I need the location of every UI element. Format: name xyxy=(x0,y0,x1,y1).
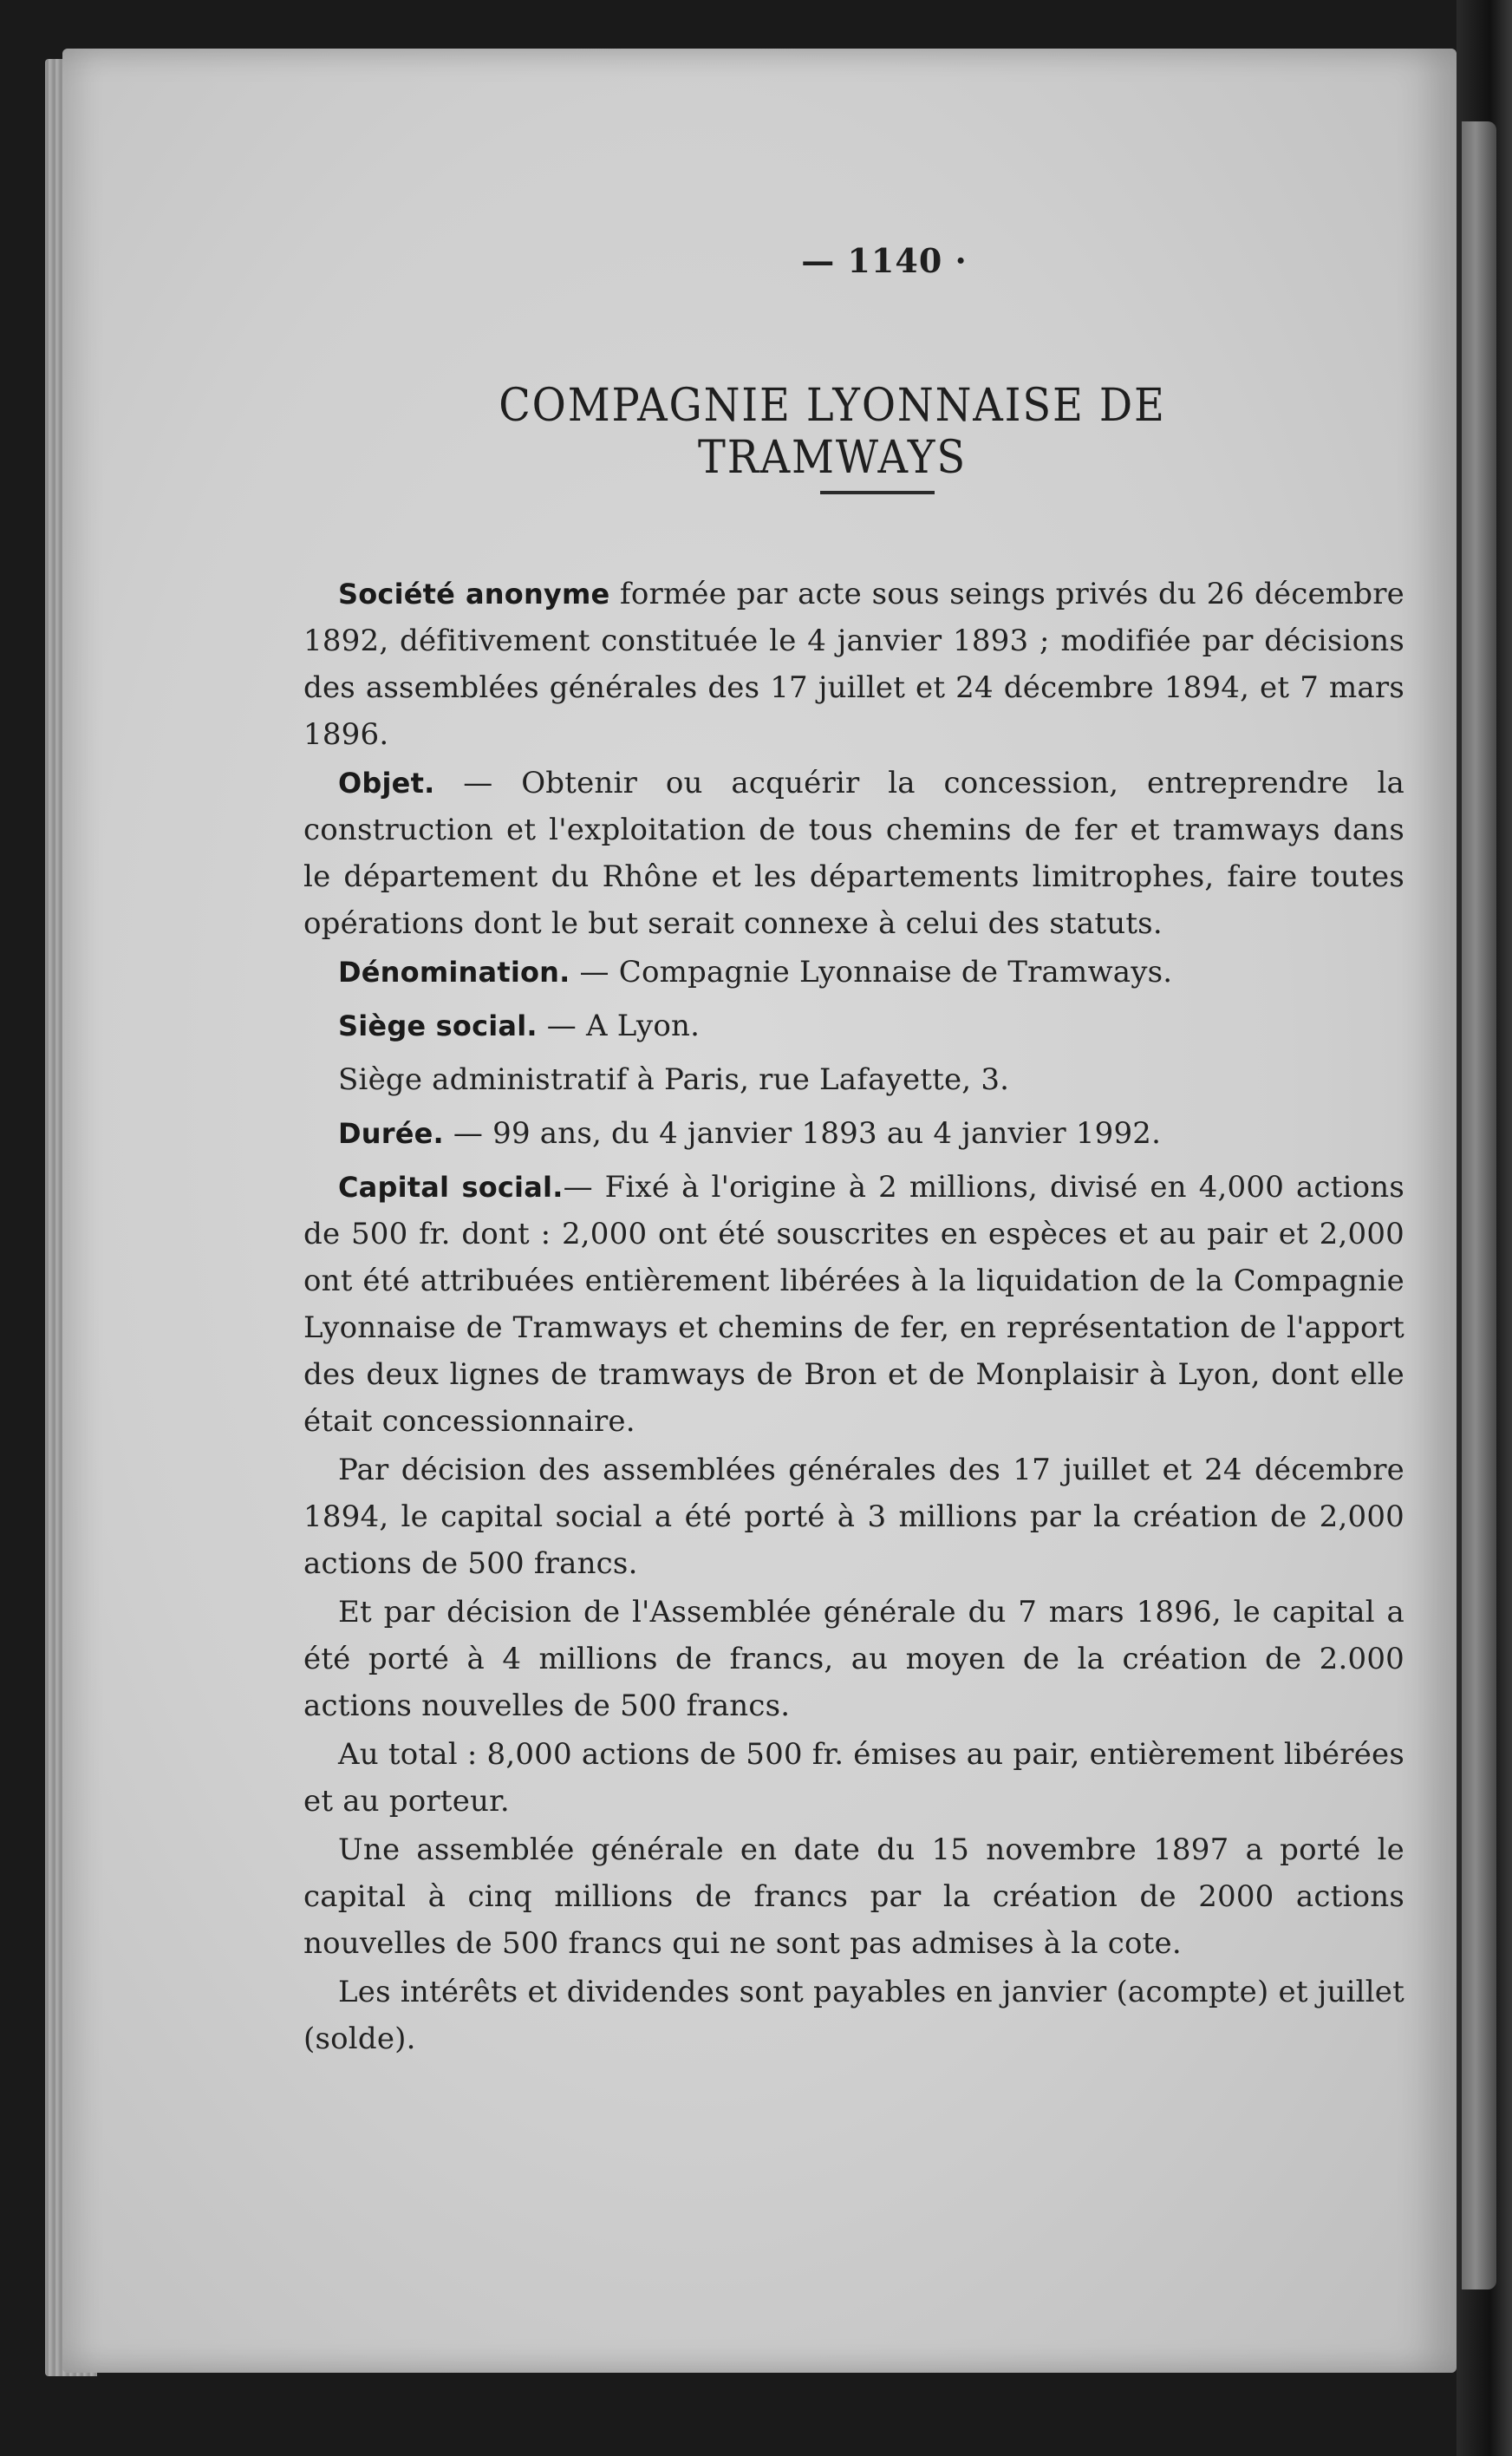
paragraph-assemblee-1897 xyxy=(303,1826,1404,1967)
paragraph-text: Au total : 8,000 actions de 500 fr. émises au pair, entièrement libérées et au porteur. xyxy=(303,1737,1404,1819)
paragraph-text: — Obtenir ou acquérir la concession, entreprendre la construction et l'exploitation de tous chemins de fer et tramways dans le département du Rhône et les départements limitrophes, faire toutes opérations dont le but serait connexe à celui des statuts. xyxy=(303,766,1404,941)
paragraph-siege-social xyxy=(303,1003,1404,1049)
paragraph-text: — Fixé à l'origine à 2 millions, divisé en 4,000 actions de 500 fr. dont : 2,000 ont été souscrites en espèces et au pair et 2,000 ont été attribuées entièrement libérées à la liquidation de la Compagnie Lyonnaise de Tramways et chemins de fer, en représentation de l'apport des deux lignes de tramways de Bron et de Monplaisir à Lyon, dont elle était concessionnaire. xyxy=(303,1170,1405,1439)
paragraph-objet xyxy=(303,760,1404,947)
paragraph-decision-1894 xyxy=(303,1447,1404,1587)
paragraph-text: Et par décision de l'Assemblée générale du 7 mars 1896, le capital a été porté à 4 millions de francs, au moyen de la création de 2.000 actions nouvelles de 500 francs. xyxy=(303,1595,1404,1723)
paragraph-total xyxy=(303,1731,1404,1825)
paragraph-text: — Compagnie Lyonnaise de Tramways. xyxy=(570,955,1173,990)
paragraph-text: formée par acte sous seings privés du 26 décembre 1892, défitivement constituée le 4 janvier 1893 ; modifiée par décisions des assemblées générales des 17 juillet et 24 décembre 1894, et 7 mars 1896. xyxy=(303,577,1404,752)
paragraph-text: Une assemblée générale en date du 15 novembre 1897 a porté le capital à cinq millions de francs par la création de 2000 actions nouvelles de 500 francs qui ne sont pas admises à la cote. xyxy=(303,1832,1404,1961)
paragraph-text: Les intérêts et dividendes sont payables en janvier (acompte) et juillet (solde). xyxy=(303,1975,1404,2056)
paragraph-capital-social xyxy=(303,1164,1404,1445)
page-number: — 1140 · xyxy=(801,241,968,280)
paragraph-societe xyxy=(303,571,1404,758)
paragraph-siege-administratif xyxy=(303,1056,1404,1103)
paragraph-text: — A Lyon. xyxy=(537,1009,701,1043)
paragraph-duree xyxy=(303,1110,1404,1157)
paragraph-decision-1896 xyxy=(303,1589,1404,1729)
paragraph-lead: Capital social. xyxy=(338,1171,564,1204)
title-rule xyxy=(820,491,935,494)
paragraph-lead: Société anonyme xyxy=(338,578,610,611)
article-body xyxy=(303,571,1404,2064)
page-title: COMPAGNIE LYONNAISE DE TRAMWAYS xyxy=(499,380,1166,484)
paragraph-lead: Siège social. xyxy=(338,1009,538,1042)
paragraph-text: — 99 ans, du 4 janvier 1893 au 4 janvier 1992. xyxy=(443,1116,1162,1151)
paragraph-denomination xyxy=(303,949,1404,996)
paragraph-text: Par décision des assemblées générales des 17 juillet et 24 décembre 1894, le capital social a été porté à 3 millions par la création de 2,000 actions de 500 francs. xyxy=(303,1453,1404,1581)
paragraph-interets xyxy=(303,1969,1404,2062)
paragraph-lead: Durée. xyxy=(338,1117,444,1150)
paragraph-text: Siège administratif à Paris, rue Lafayette, 3. xyxy=(338,1062,1010,1097)
facing-page-edge xyxy=(1462,121,1496,2289)
paragraph-lead: Dénomination. xyxy=(338,956,570,989)
paragraph-lead: Objet. xyxy=(338,767,435,800)
